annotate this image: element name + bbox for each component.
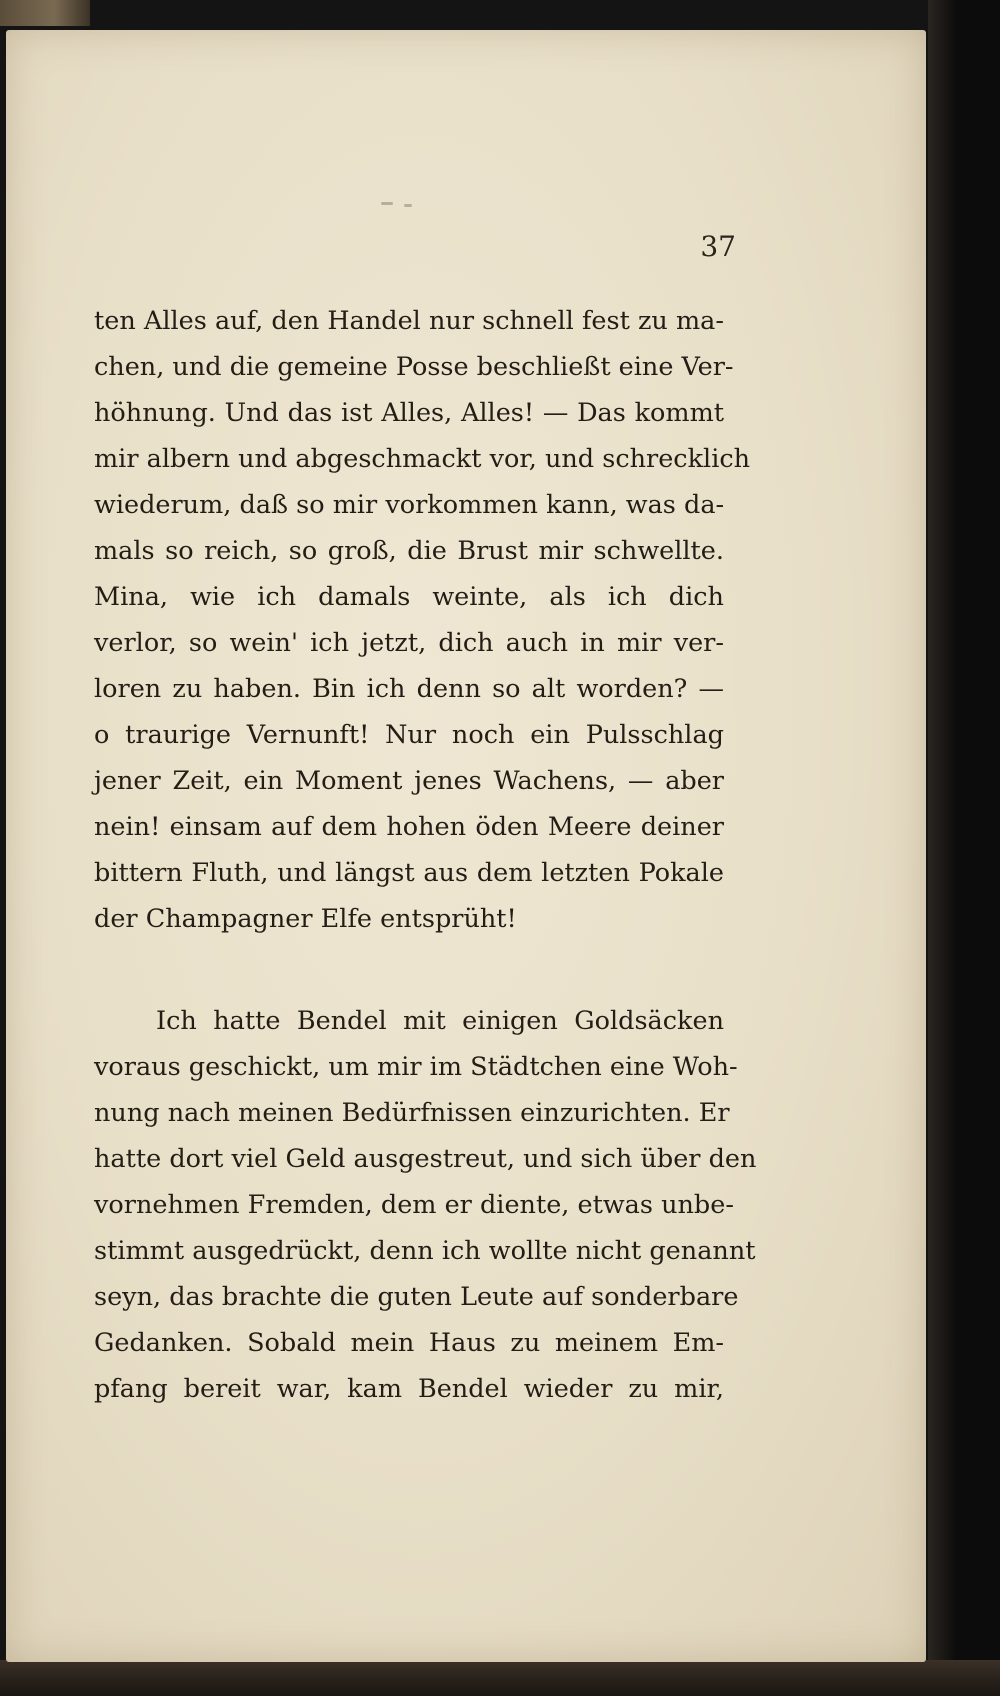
text-line: loren zu haben. Bin ich denn so alt worden? — — [94, 674, 724, 704]
text-line: verlor, so wein' ich jetzt, dich auch in mir ver- — [94, 628, 724, 658]
ink-smudge — [381, 202, 393, 205]
text-line: wiederum, daß so mir vorkommen kann, was da- — [94, 490, 725, 520]
body-text — [94, 298, 757, 1412]
text-line: vornehmen Fremden, dem er diente, etwas unbe- — [94, 1190, 734, 1220]
paragraph-1 — [94, 298, 751, 942]
text-line: nung nach meinen Bedürfnissen einzurichten. Er — [94, 1098, 730, 1128]
text-line: nein! einsam auf dem hohen öden Meere deiner — [94, 812, 724, 842]
binding-edge-bottom — [0, 1660, 1000, 1696]
text-line: ten Alles auf, den Handel nur schnell fest zu ma- — [94, 306, 724, 336]
text-line: höhnung. Und das ist Alles, Alles! — Das kommt — [94, 398, 724, 428]
text-line: o traurige Vernunft! Nur noch ein Pulsschlag — [94, 720, 724, 750]
book-edge-right — [928, 0, 1000, 1696]
paragraph-2 — [94, 998, 757, 1412]
text-line: jener Zeit, ein Moment jenes Wachens, — aber — [94, 766, 724, 796]
text-line: stimmt ausgedrückt, denn ich wollte nicht genannt — [94, 1236, 756, 1266]
text-line: mals so reich, so groß, die Brust mir schwellte. — [94, 536, 724, 566]
text-line: hatte dort viel Geld ausgestreut, und sich über den — [94, 1144, 757, 1174]
text-line: seyn, das brachte die guten Leute auf sonderbare — [94, 1282, 739, 1312]
text-line: Mina, wie ich damals weinte, als ich dich — [94, 582, 724, 612]
binding-edge-top — [0, 0, 90, 26]
text-line: chen, und die gemeine Posse beschließt eine Ver- — [94, 352, 734, 382]
text-line: bittern Fluth, und längst aus dem letzten Pokale — [94, 858, 724, 888]
page-number: 37 — [700, 230, 736, 263]
text-line: voraus geschickt, um mir im Städtchen eine Woh- — [94, 1052, 738, 1082]
text-line: Gedanken. Sobald mein Haus zu meinem Em- — [94, 1328, 724, 1358]
text-line: mir albern und abgeschmackt vor, und schrecklich — [94, 444, 751, 474]
paragraph-gap — [94, 942, 724, 998]
text-line: Ich hatte Bendel mit einigen Goldsäcken — [156, 1006, 724, 1036]
book-page — [6, 30, 926, 1662]
ink-smudge — [404, 204, 412, 207]
text-line: der Champagner Elfe entsprüht! — [94, 904, 517, 934]
text-line: pfang bereit war, kam Bendel wieder zu mir, — [94, 1374, 724, 1404]
